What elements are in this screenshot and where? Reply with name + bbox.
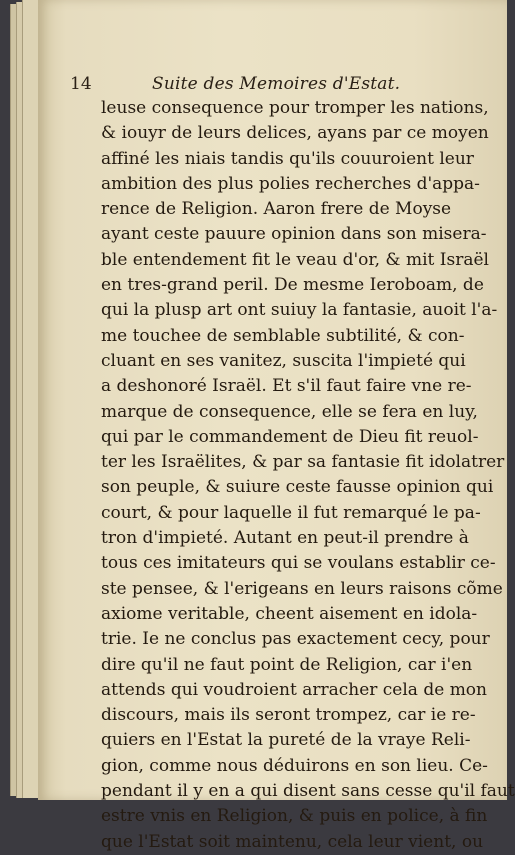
text-line: qui la plusp art ont suiuy la fantasie, auoit l'a- — [101, 300, 498, 321]
text-line: rence de Religion. Aaron frere de Moyse — [101, 199, 452, 220]
text-line: axiome veritable, cheent aisement en idola- — [101, 603, 478, 624]
text-line: a deshonoré Israël. Et s'il faut faire vne re- — [101, 376, 472, 397]
body-text — [101, 96, 515, 855]
page-header — [70, 74, 450, 96]
text-line: que l'Estat soit maintenu, cela leur vient, ou — [101, 831, 484, 852]
text-line: gion, comme nous déduirons en son lieu. Ce- — [101, 755, 488, 776]
text-line: & iouyr de leurs delices, ayans par ce moyen — [101, 123, 489, 144]
text-line: qui par le commandement de Dieu fit reuol- — [101, 426, 479, 447]
text-line: discours, mais ils seront trompez, car ie re- — [101, 705, 476, 726]
text-line: me touchee de semblable subtilité, & con- — [101, 325, 465, 346]
text-line: ter les Israëlites, & par sa fantasie fit idolatrer — [101, 452, 505, 473]
running-head: Suite des Memoires d'Estat. — [152, 74, 401, 94]
text-line: trie. Ie ne conclus pas exactement cecy, pour — [101, 629, 490, 650]
text-line: ambition des plus polies recherches d'appa- — [101, 173, 480, 194]
text-line: ble entendement fit le veau d'or, & mit Israël — [101, 249, 489, 270]
page-number: 14 — [70, 74, 92, 94]
text-line: pendant il y en a qui disent sans cesse qu'il faut — [101, 781, 515, 802]
text-line: court, & pour laquelle il fut remarqué le pa- — [101, 502, 481, 523]
text-line: ayant ceste pauure opinion dans son misera- — [101, 224, 487, 245]
text-line: affiné les niais tandis qu'ils couuroient leur — [101, 148, 474, 169]
text-line: tous ces imitateurs qui se voulans establir ce- — [101, 553, 496, 574]
text-line: cluant en ses vanitez, suscita l'impieté qui — [101, 350, 466, 371]
text-line: leuse consequence pour tromper les nations, — [101, 98, 489, 118]
text-line: estre vnis en Religion, & puis en police, à fin — [101, 806, 488, 827]
text-line: dire qu'il ne faut point de Religion, car i'en — [101, 654, 473, 675]
text-line: ste pensee, & l'erigeans en leurs raisons cõme — [101, 578, 503, 599]
text-line: en tres-grand peril. De mesme Ieroboam, de — [101, 275, 484, 296]
text-line: quiers en l'Estat la pureté de la vraye Reli- — [101, 730, 471, 751]
text-line: tron d'impieté. Autant en peut-il prendre à — [101, 528, 469, 549]
text-line: attends qui voudroient arracher cela de mon — [101, 679, 487, 700]
text-line: marque de consequence, elle se fera en luy, — [101, 401, 478, 422]
text-line: son peuple, & suiure ceste fausse opinion qui — [101, 477, 494, 498]
